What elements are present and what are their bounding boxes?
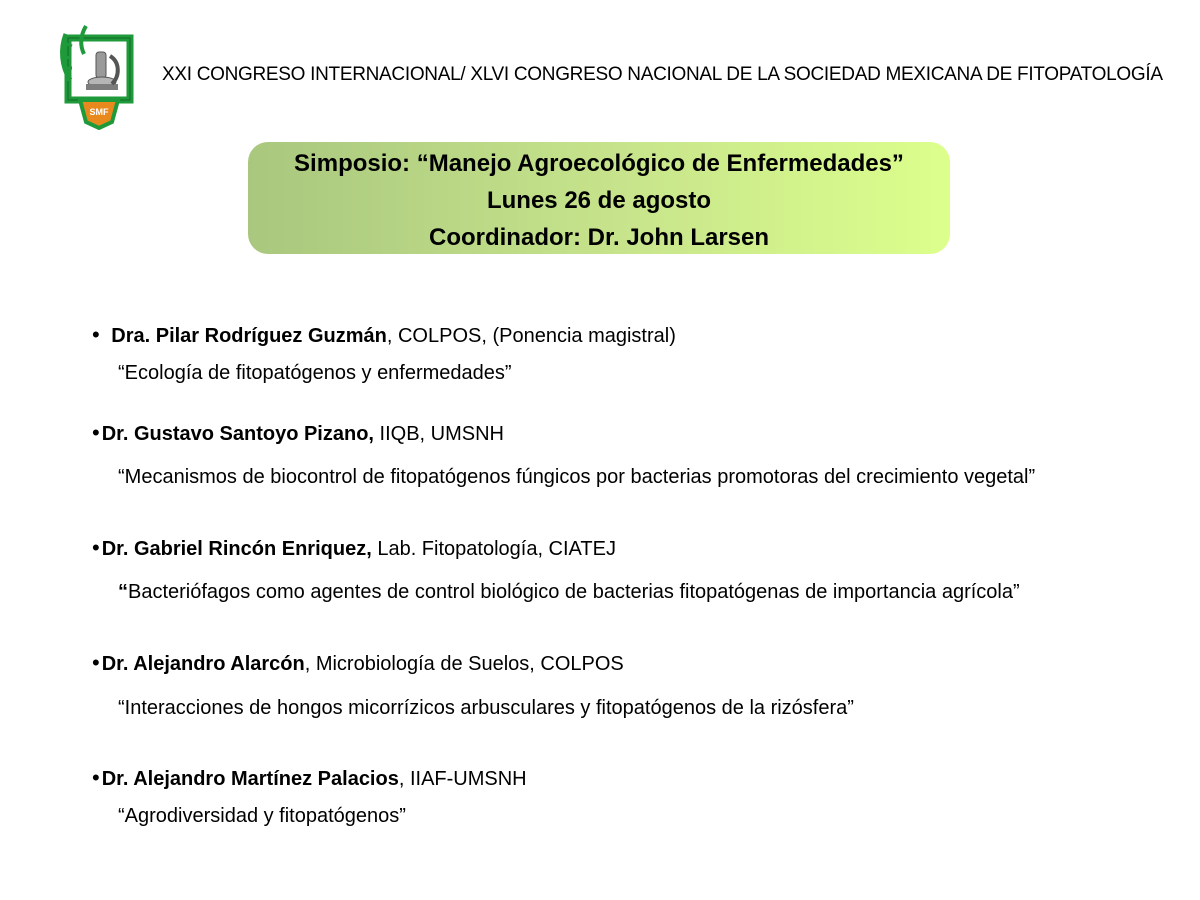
bullet: • xyxy=(92,535,100,560)
bullet: • xyxy=(92,420,100,445)
speaker-name: Dr. Alejandro Alarcón xyxy=(101,653,305,675)
speaker-entry xyxy=(92,535,616,561)
symposium-banner xyxy=(248,142,950,254)
symposium-coordinator: Coordinador: Dr. John Larsen xyxy=(428,224,770,251)
speaker-name: Dr. Gustavo Santoyo Pizano, xyxy=(101,423,374,445)
logo-text: SMF xyxy=(89,107,109,117)
speaker-affiliation: , Microbiología de Suelos, COLPOS xyxy=(304,653,624,675)
congress-title: XXI CONGRESO INTERNACIONAL/ XLVI CONGRESO NACIONAL DE LA SOCIEDAD MEXICANA DE FITOPATOLOGÍA xyxy=(162,64,1163,85)
bullet: • xyxy=(92,765,100,790)
speaker-entry xyxy=(92,322,676,348)
society-logo xyxy=(58,22,140,130)
bullet: • xyxy=(92,322,100,347)
speaker-name: Dra. Pilar Rodríguez Guzmán xyxy=(111,325,387,347)
talk-title xyxy=(118,581,1020,604)
talk-text: Bacteriófagos como agentes de control biológico de bacterias fitopatógenas de importancia agrícola” xyxy=(128,581,1020,603)
speaker-entry xyxy=(92,420,504,446)
speaker-affiliation: , COLPOS, (Ponencia magistral) xyxy=(386,325,676,347)
speaker-affiliation: Lab. Fitopatología, CIATEJ xyxy=(371,538,616,560)
speaker-name: Dr. Alejandro Martínez Palacios xyxy=(101,768,399,790)
talk-quote-mark: “ xyxy=(118,581,128,603)
talk-title: “Mecanismos de biocontrol de fitopatógenos fúngicos por bacterias promotoras del crecimiento vegetal” xyxy=(118,466,1036,488)
speaker-entry xyxy=(92,765,527,791)
speaker-entry xyxy=(92,650,624,676)
speaker-affiliation: IIQB, UMSNH xyxy=(373,423,504,445)
talk-title: “Interacciones de hongos micorrízicos arbusculares y fitopatógenos de la rizósfera” xyxy=(118,697,854,719)
bullet: • xyxy=(92,650,100,675)
symposium-title: Simposio: “Manejo Agroecológico de Enfermedades” xyxy=(294,150,904,177)
talk-title: “Agrodiversidad y fitopatógenos” xyxy=(118,805,406,827)
speaker-affiliation: , IIAF-UMSNH xyxy=(398,768,527,790)
symposium-date: Lunes 26 de agosto xyxy=(486,187,712,214)
speaker-name: Dr. Gabriel Rincón Enriquez, xyxy=(101,538,372,560)
talk-title: “Ecología de fitopatógenos y enfermedades” xyxy=(118,362,512,384)
